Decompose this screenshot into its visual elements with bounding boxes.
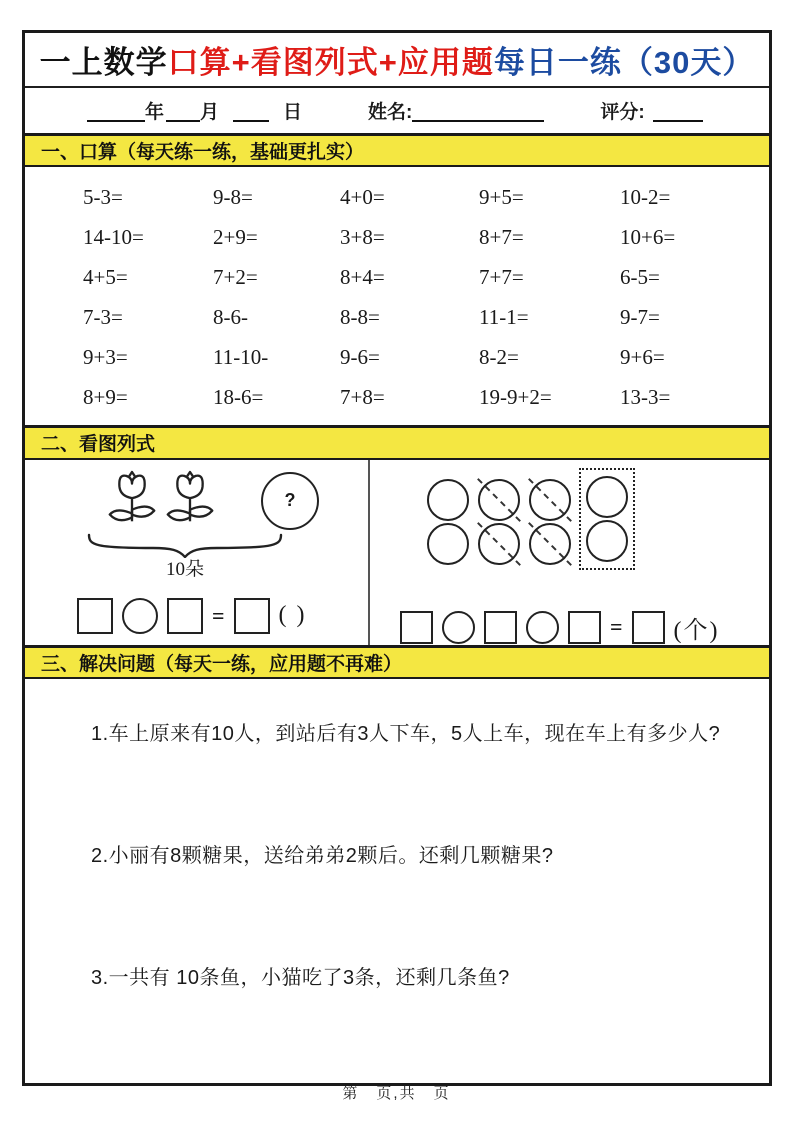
operator-circle[interactable]: [526, 611, 559, 644]
circle-item: [426, 478, 470, 522]
answer-box[interactable]: [400, 611, 433, 644]
crossed-circle-item: [477, 522, 521, 566]
oral-problem: 14-10=: [83, 224, 144, 249]
tulip-icon: [161, 470, 219, 532]
year-label: 年: [145, 102, 165, 124]
dotted-group-box: [579, 468, 635, 570]
brace-total-label: 10朵: [165, 558, 204, 580]
oral-problem: 19-9+2=: [479, 384, 552, 409]
score-blank[interactable]: [653, 100, 703, 122]
year-blank[interactable]: [87, 100, 145, 122]
oral-problem: 8-2=: [479, 344, 519, 369]
picture-problems-area: [25, 460, 769, 645]
section-heading-picture: 二、看图列式: [25, 425, 769, 459]
oral-problem: 11-1=: [479, 304, 529, 329]
unit-parentheses: (个): [673, 617, 720, 644]
oral-problem: 8-6-: [213, 304, 248, 329]
circle-column-crossed: [528, 478, 572, 566]
oral-problem: 2+9=: [213, 224, 258, 249]
word-problem-3: 3.一共有 10条鱼，小猫吃了3条，还剩几条鱼?: [91, 967, 510, 989]
crossed-circle-item: [528, 522, 572, 566]
picture-problem-circles: [370, 460, 769, 645]
answer-box[interactable]: [77, 598, 113, 634]
oral-problem: 13-3=: [620, 384, 671, 409]
answer-box[interactable]: [484, 611, 517, 644]
tulip-icon: [103, 470, 161, 532]
oral-row: [83, 337, 769, 377]
title-segment-blue: 每日一练（30天）: [493, 45, 755, 81]
oral-row: [83, 377, 769, 417]
flower-row: [103, 470, 319, 532]
oral-problem: 8+4=: [340, 264, 385, 289]
oral-problem: 9-8=: [213, 184, 253, 209]
oral-problem: 7+2=: [213, 264, 258, 289]
worksheet-page: [22, 30, 772, 1086]
oral-problems-grid: [25, 167, 769, 425]
circle-column: [426, 478, 470, 566]
circle-item: [426, 522, 470, 566]
oral-problem: 11-10-: [213, 344, 269, 369]
info-row: [25, 88, 769, 132]
oral-problem: 9-6=: [340, 344, 380, 369]
oral-problem: 4+5=: [83, 264, 128, 289]
equals-sign: =: [610, 614, 623, 640]
oral-problem: 8-8=: [340, 304, 380, 329]
answer-box[interactable]: [568, 611, 601, 644]
answer-box[interactable]: [234, 598, 270, 634]
circle-column-crossed: [477, 478, 521, 566]
name-label: 姓名:: [368, 102, 413, 124]
operator-circle[interactable]: [122, 598, 158, 634]
oral-problem: 9+5=: [479, 184, 524, 209]
day-blank[interactable]: [233, 100, 269, 122]
oral-problem: 7+8=: [340, 384, 385, 409]
name-blank[interactable]: [412, 100, 544, 122]
month-blank[interactable]: [166, 100, 200, 122]
oral-row: [83, 177, 769, 217]
score-label: 评分:: [600, 102, 645, 124]
word-problem-2: 2.小丽有8颗糖果，送给弟弟2颗后。还剩几颗糖果?: [91, 845, 554, 867]
oral-problem: 3+8=: [340, 224, 385, 249]
month-label: 月: [200, 102, 220, 124]
equals-sign: =: [212, 602, 225, 628]
circle-item: [585, 519, 629, 563]
oral-problem: 18-6=: [213, 384, 264, 409]
oral-problem: 10-2=: [620, 184, 671, 209]
oral-problem: 9+6=: [620, 344, 665, 369]
day-label: 日: [283, 102, 303, 124]
question-mark: ?: [284, 490, 296, 511]
oral-problem: 6-5=: [620, 264, 660, 289]
oral-problem: 8+9=: [83, 384, 128, 409]
oral-problem: 5-3=: [83, 184, 123, 209]
oral-row: [83, 217, 769, 257]
answer-box[interactable]: [167, 598, 203, 634]
oral-problem: 7-3=: [83, 304, 123, 329]
operator-circle[interactable]: [442, 611, 475, 644]
oral-problem: 9+3=: [83, 344, 128, 369]
word-problems-area: [25, 679, 769, 1083]
oral-problem: 10+6=: [620, 224, 676, 249]
title-segment-black: 一上数学: [39, 45, 168, 81]
oral-problem: 4+0=: [340, 184, 385, 209]
page-footer: 第 页,共 页: [342, 1085, 451, 1102]
page-title: [25, 33, 769, 88]
word-problem-1: 1.车上原来有10人，到站后有3人下车，5人上车，现在车上有多少人?: [91, 723, 721, 745]
section-heading-oral: 一、口算（每天练一练，基础更扎实）: [25, 133, 769, 167]
picture-problem-flowers: [25, 460, 370, 645]
crossed-circle-item: [528, 478, 572, 522]
question-circle: [261, 472, 319, 530]
circle-item: [585, 475, 629, 519]
oral-row: [83, 257, 769, 297]
oral-problem: 9-7=: [620, 304, 660, 329]
oral-problem: 7+7=: [479, 264, 524, 289]
oral-row: [83, 297, 769, 337]
equation-row: [400, 610, 729, 645]
answer-box[interactable]: [632, 611, 665, 644]
equation-row: [77, 598, 316, 634]
unit-parentheses: ( ): [278, 602, 307, 629]
title-segment-red: 口算+看图列式+应用题: [167, 45, 494, 81]
crossed-circle-item: [477, 478, 521, 522]
oral-problem: 8+7=: [479, 224, 524, 249]
circle-cluster: [426, 474, 642, 570]
section-heading-word: 三、解决问题（每天一练，应用题不再难）: [25, 645, 769, 679]
